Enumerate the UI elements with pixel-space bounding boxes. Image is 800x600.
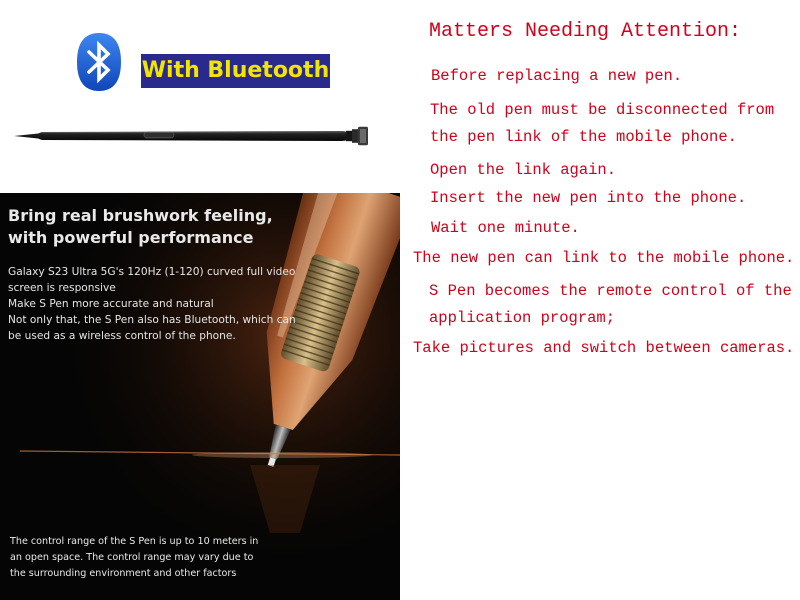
promo-body [8,264,343,344]
notes-title: Matters Needing Attention: [429,20,742,43]
promo-body-line: screen is responsive [8,282,116,294]
bluetooth-icon [76,32,122,92]
note-line: The new pen can link to the mobile phone. [413,249,795,267]
promo-heading-line: Bring real brushwork feeling, [8,206,273,225]
bluetooth-badge-label: With Bluetooth [141,54,330,88]
note-line: The old pen must be disconnected from [430,101,775,119]
promo-heading [8,205,388,249]
promo-body-line: Make S Pen more accurate and natural [8,298,214,310]
note-line: application program; [429,309,616,327]
note-line: the pen link of the mobile phone. [430,128,737,146]
note-line: Take pictures and switch between cameras. [413,339,795,357]
note-line: S Pen becomes the remote control of the [429,282,792,300]
promo-panel [0,193,400,600]
s-pen-image [12,118,372,154]
promo-heading-line: with powerful performance [8,228,254,247]
note-line: Wait one minute. [431,219,580,237]
promo-footer-line: the surrounding environment and other factors [10,568,237,579]
note-line: Before replacing a new pen. [431,67,683,85]
promo-body-line: be used as a wireless control of the phone. [8,330,236,342]
promo-footer-line: The control range of the S Pen is up to 10 meters in [10,536,259,547]
promo-footer [10,534,282,582]
note-line: Open the link again. [430,161,617,179]
promo-body-line: Galaxy S23 Ultra 5G's 120Hz (1-120) curved full video [8,266,296,278]
note-line: Insert the new pen into the phone. [430,189,747,207]
promo-footer-line: an open space. The control range may vary due to [10,552,254,563]
promo-body-line: Not only that, the S Pen also has Bluetooth, which can [8,314,296,326]
